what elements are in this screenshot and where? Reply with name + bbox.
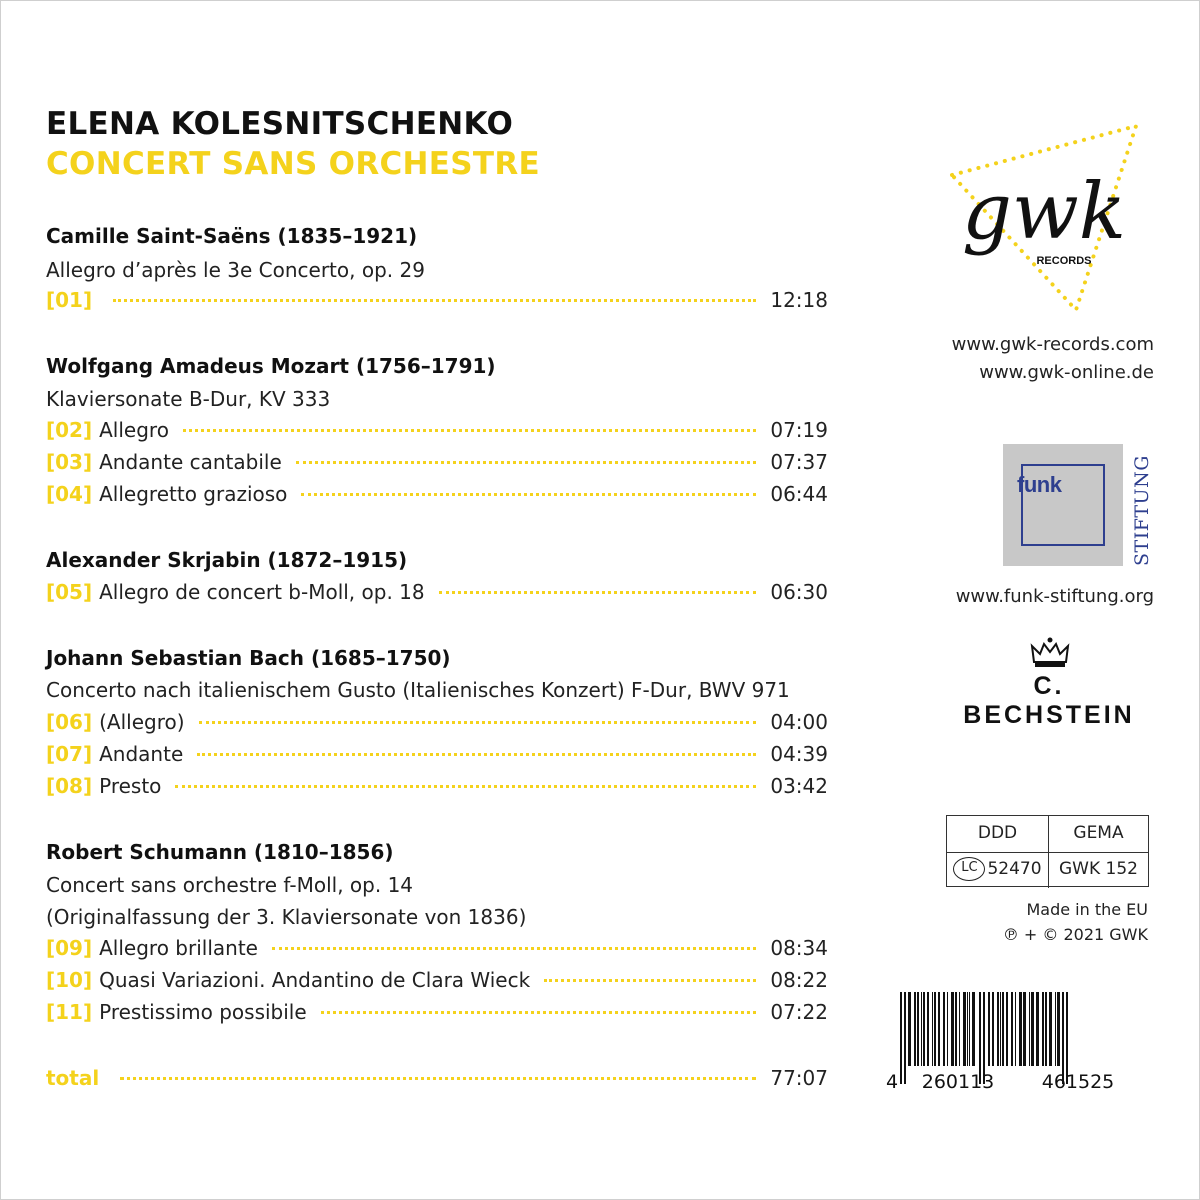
barcode-bar [1015, 992, 1016, 1066]
copyright-text: ℗ + © 2021 GWK [1002, 925, 1148, 944]
track-title: (Allegro) [99, 710, 185, 734]
total-duration: 77:07 [770, 1066, 828, 1090]
track-title: Allegretto grazioso [99, 482, 288, 506]
lc-badge: LC [953, 857, 985, 881]
barcode-bar [1000, 992, 1001, 1066]
track-row [46, 774, 828, 802]
barcode-bar [972, 992, 975, 1066]
dot-leader [113, 299, 756, 302]
work-subtitle: (Originalfassung der 3. Klaviersonate von 1836) [46, 905, 527, 929]
track-row [46, 482, 828, 510]
barcode-bar [1029, 992, 1030, 1066]
barcode [884, 992, 1152, 1092]
barcode-bar [951, 992, 954, 1066]
codes-table [946, 815, 1149, 887]
barcode-bar [1002, 992, 1004, 1066]
track-number: [05] [46, 580, 93, 604]
catalog-number-cell: GWK 152 [1059, 859, 1138, 879]
dot-leader [183, 429, 756, 432]
dot-leader [120, 1077, 756, 1080]
track-duration: 08:22 [770, 968, 828, 992]
track-row [46, 710, 828, 738]
barcode-bar [927, 992, 929, 1066]
stiftung-label: STIFTUNG [1131, 455, 1153, 566]
composer-heading: Wolfgang Amadeus Mozart (1756–1791) [46, 354, 496, 378]
barcode-bar [1023, 992, 1026, 1066]
gema-cell: GEMA [1073, 823, 1124, 843]
barcode-lead-digit: 4 [886, 1071, 899, 1092]
barcode-group-2: 461525 [1041, 1071, 1115, 1092]
work-title: Concerto nach italienischem Gusto (Italienisches Konzert) F-Dur, BWV 971 [46, 678, 790, 702]
track-row [46, 968, 828, 996]
track-row [46, 1000, 828, 1028]
ddd-cell: DDD [947, 816, 1049, 852]
track-title: Allegro de concert b-Moll, op. 18 [99, 580, 425, 604]
barcode-bar [943, 992, 945, 1066]
barcode-group-1: 260113 [921, 1071, 995, 1092]
composer-heading: Robert Schumann (1810–1856) [46, 840, 394, 864]
track-title: Andante cantabile [99, 450, 282, 474]
track-title: Prestissimo possibile [99, 1000, 307, 1024]
records-label: RECORDS [1036, 255, 1092, 267]
track-duration: 07:37 [770, 450, 828, 474]
codes-row [947, 852, 1148, 888]
barcode-bar [938, 992, 940, 1066]
barcode-bar [900, 992, 902, 1084]
label-code-cell [947, 852, 1049, 888]
dot-leader [439, 591, 757, 594]
barcode-bar [1055, 992, 1056, 1066]
track-title: Quasi Variazioni. Andantino de Clara Wieck [99, 968, 531, 992]
funk-stiftung-logo [1003, 444, 1123, 566]
barcode-bar [923, 992, 925, 1066]
track-number: [07] [46, 742, 93, 766]
track-row [46, 580, 828, 608]
barcode-bar [1011, 992, 1013, 1066]
track-number: [04] [46, 482, 93, 506]
stiftung-label-wrap [1130, 444, 1154, 566]
track-duration: 08:34 [770, 936, 828, 960]
track-row [46, 288, 828, 316]
track-number: [03] [46, 450, 93, 474]
track-row [46, 936, 828, 964]
track-title: Allegro [99, 418, 169, 442]
track-number: [01] [46, 288, 93, 312]
track-number: [02] [46, 418, 93, 442]
barcode-bar [904, 992, 906, 1084]
track-number: [09] [46, 936, 93, 960]
track-duration: 06:44 [770, 482, 828, 506]
track-number: [06] [46, 710, 93, 734]
gwk-records-url[interactable]: www.gwk-records.com [951, 334, 1154, 355]
barcode-bar [917, 992, 919, 1066]
barcode-bar [959, 992, 960, 1066]
barcode-bar [1036, 992, 1039, 1066]
barcode-bar [969, 992, 970, 1066]
track-duration: 07:22 [770, 1000, 828, 1024]
composer-heading: Alexander Skrjabin (1872–1915) [46, 548, 408, 572]
composer-heading: Johann Sebastian Bach (1685–1750) [46, 646, 451, 670]
dot-leader [296, 461, 757, 464]
track-title: Andante [99, 742, 184, 766]
track-row [46, 742, 828, 770]
composer-heading: Camille Saint-Saëns (1835–1921) [46, 224, 418, 248]
dot-leader [175, 785, 756, 788]
barcode-bar [963, 992, 966, 1066]
barcode-bar [947, 992, 948, 1066]
bechstein-logo: C. BECHSTEIN [963, 672, 1135, 729]
dot-leader [301, 493, 756, 496]
gwk-records-logo [946, 120, 1146, 315]
track-number: [11] [46, 1000, 93, 1024]
barcode-bar [914, 992, 916, 1066]
work-title: Klaviersonate B-Dur, KV 333 [46, 387, 331, 411]
barcode-bar [934, 992, 936, 1066]
total-label: total [46, 1066, 100, 1090]
codes-row [947, 816, 1148, 853]
work-title: Concert sans orchestre f-Moll, op. 14 [46, 873, 414, 897]
track-number: [10] [46, 968, 93, 992]
track-duration: 04:00 [770, 710, 828, 734]
track-duration: 07:19 [770, 418, 828, 442]
track-number: [08] [46, 774, 93, 798]
barcode-bar [1045, 992, 1047, 1066]
gwk-wordmark: gwk [962, 167, 1126, 257]
album-title: CONCERT SANS ORCHESTRE [46, 146, 540, 182]
dot-leader [544, 979, 756, 982]
barcode-bar [1049, 992, 1052, 1066]
crown-icon [1030, 636, 1070, 670]
barcode-bar [1031, 992, 1034, 1066]
track-duration: 03:42 [770, 774, 828, 798]
barcode-bar [921, 992, 922, 1066]
artist-name: ELENA KOLESNITSCHENKO [46, 106, 514, 142]
lc-number: 52470 [987, 859, 1042, 879]
dot-leader [321, 1011, 757, 1014]
track-duration: 04:39 [770, 742, 828, 766]
barcode-bar [908, 992, 911, 1066]
barcode-bar [1006, 992, 1008, 1066]
gwk-online-url[interactable]: www.gwk-online.de [979, 362, 1154, 383]
funk-stiftung-url[interactable]: www.funk-stiftung.org [955, 586, 1154, 607]
barcode-bar [967, 992, 968, 1066]
barcode-bar [997, 992, 999, 1066]
track-title: Presto [99, 774, 162, 798]
barcode-bar [988, 992, 990, 1066]
total-row [46, 1066, 828, 1094]
dot-leader [272, 947, 756, 950]
funk-logo-text: funk [1017, 472, 1062, 497]
barcode-bar [1042, 992, 1044, 1066]
barcode-bar [955, 992, 957, 1066]
track-title: Allegro brillante [99, 936, 258, 960]
barcode-bar [992, 992, 994, 1066]
work-title: Allegro d’après le 3e Concerto, op. 29 [46, 258, 425, 282]
track-duration: 12:18 [770, 288, 828, 312]
barcode-bar [932, 992, 933, 1066]
made-in-text: Made in the EU [1026, 900, 1148, 919]
dot-leader [197, 753, 756, 756]
barcode-bar [1057, 992, 1060, 1066]
barcode-bar [1019, 992, 1022, 1066]
track-row [46, 450, 828, 478]
track-duration: 06:30 [770, 580, 828, 604]
track-row [46, 418, 828, 446]
dot-leader [199, 721, 757, 724]
